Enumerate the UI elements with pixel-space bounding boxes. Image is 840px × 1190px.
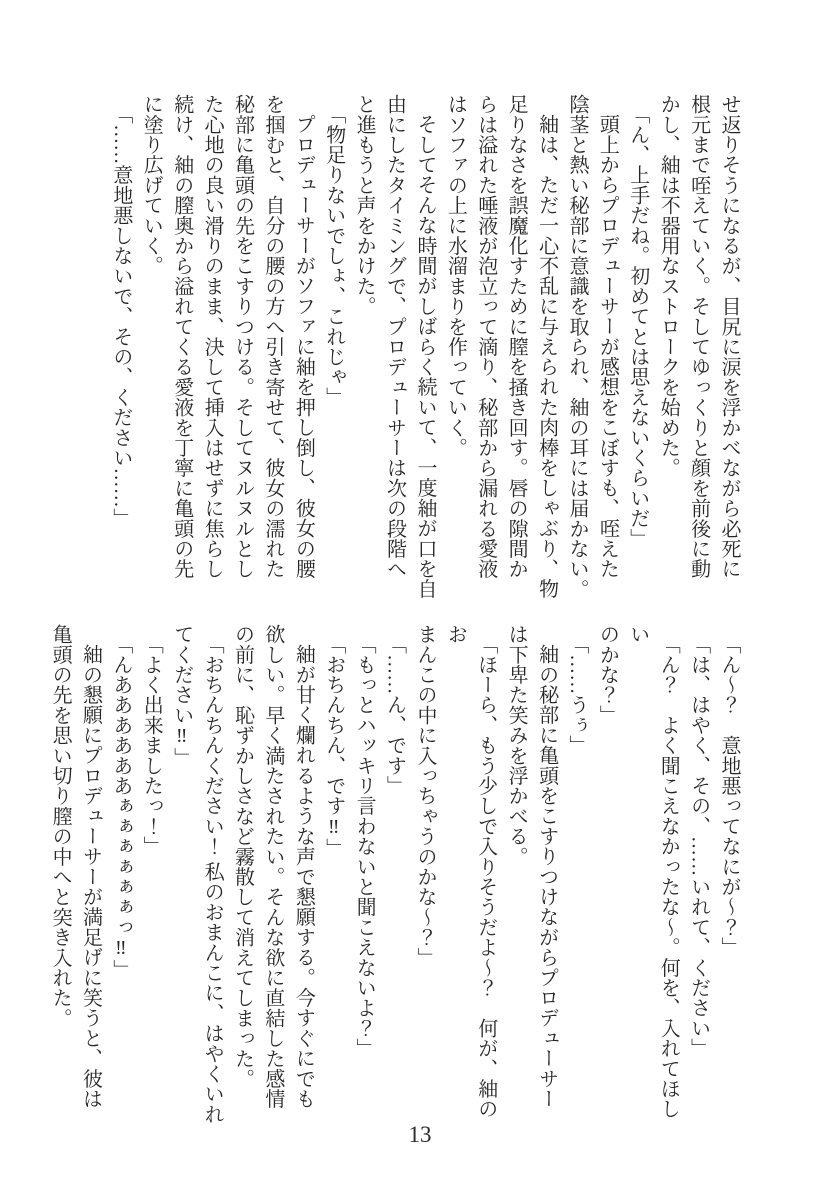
text-column: てください‼」 (170, 624, 193, 768)
text-column: 秘部に亀頭の先をこすりつける。そしてヌルヌルとし (231, 94, 254, 579)
text-column: 「ほーら、もう少しで入りそうだよ～？ 何が、紬のお (444, 624, 497, 1119)
text-column: プロデューサーがソファに紬を押し倒し、彼女の腰 (292, 114, 315, 579)
text-column: は下卑た笑みを浮かべる。 (505, 624, 528, 867)
text-column: かし、紬は不器用なストロークを始めた。 (657, 94, 680, 478)
text-column: 「……ん、です」 (383, 634, 406, 796)
text-column: を掴むと、自分の腰の方へ引き寄せて、彼女の濡れた (261, 94, 284, 579)
text-column: まんこの中に入っちゃうのかな～？」 (413, 624, 436, 968)
text-column: 「ん、上手だね。初めてとは思えないくらいだ」 (626, 104, 649, 549)
text-column: はソファの上に水溜まりを作っていく。 (444, 94, 467, 458)
text-column: 「物足りないでしょ、これじゃ」 (322, 104, 345, 407)
text-column: 足りなさを誤魔化すために膣を掻き回す。唇の隙間か (505, 94, 528, 579)
text-column: そしてそんな時間がしばらく続いて、一度紬が口を自 (413, 114, 436, 599)
text-column: 根元まで咥えていく。そしてゆっくりと顔を前後に動 (687, 94, 710, 579)
text-column: 紬が甘く爛れるような声で懇願する。今すぐにでも (292, 644, 315, 1109)
text-column: 由にしたタイミングで、プロデューサーは次の段階へ (383, 94, 406, 579)
text-column: せ返りそうになるが、目尻に涙を浮かべながら必死に (718, 94, 740, 579)
text-column: に塗り広げていく。 (140, 94, 163, 276)
text-column: 亀頭の先を思い切り膣の中へと突き入れた。 (49, 624, 72, 1028)
text-column: 「んああああああぁぁぁぁぁぁっ‼」 (109, 634, 132, 980)
text-column: 頭上からプロデューサーが感想をこぼすも、咥えた (596, 114, 619, 579)
text-column: 陰茎と熱い秘部に意識を取られ、紬の耳には届かない。 (565, 94, 588, 599)
text-column: 紬の懇願にプロデューサーが満足げに笑うと、彼は (79, 644, 102, 1109)
text-column: 「もっとハッキリ言わないと聞こえないよ？」 (353, 634, 376, 1059)
text-column: 「おちんちん、です‼」 (322, 634, 345, 859)
text-column: 「おちんちんください！ 私のおまんこに、はやくいれ (201, 634, 224, 1124)
text-column: 「……うぅ」 (565, 634, 588, 756)
text-column: 続け、紬の膣奥から溢れてくる愛液を丁寧に亀頭の先 (170, 94, 193, 579)
text-block-bottom (49, 624, 744, 1132)
text-column: と進もうと声をかけた。 (353, 94, 376, 317)
text-column: 「ん？ よく聞こえなかったな～。何を、入れてほしい (626, 624, 680, 1119)
text-column: らは溢れた唾液が泡立って滴り、秘部から漏れる愛液 (474, 94, 497, 579)
text-column: 紬は、ただ一心不乱に与えられた肉棒をしゃぶり、物 (535, 114, 558, 599)
text-column: のかな？」 (596, 624, 619, 725)
text-column: 「……意地悪しないで、その、ください……」 (109, 104, 132, 529)
text-column: 「よく出来ましたっ！」 (140, 634, 163, 857)
text-block-top (100, 94, 744, 602)
text-column: 欲しい。早く満たされたい。そんな欲に直結した感情 (261, 624, 284, 1109)
page-number: 13 (408, 1122, 432, 1147)
text-column: 紬の秘部に亀頭をこすりつけながらプロデューサー (535, 644, 558, 1109)
text-column: 「は、はやく、その、……いれて、ください」 (687, 634, 710, 1059)
text-column: の前に、恥ずかしさなど霧散して消えてしまった。 (231, 624, 254, 1089)
text-column: 「ん～？ 意地悪ってなにが～？」 (718, 634, 740, 958)
text-column: た心地の良い滑りのまま、決して挿入はせずに焦らし (201, 94, 224, 579)
